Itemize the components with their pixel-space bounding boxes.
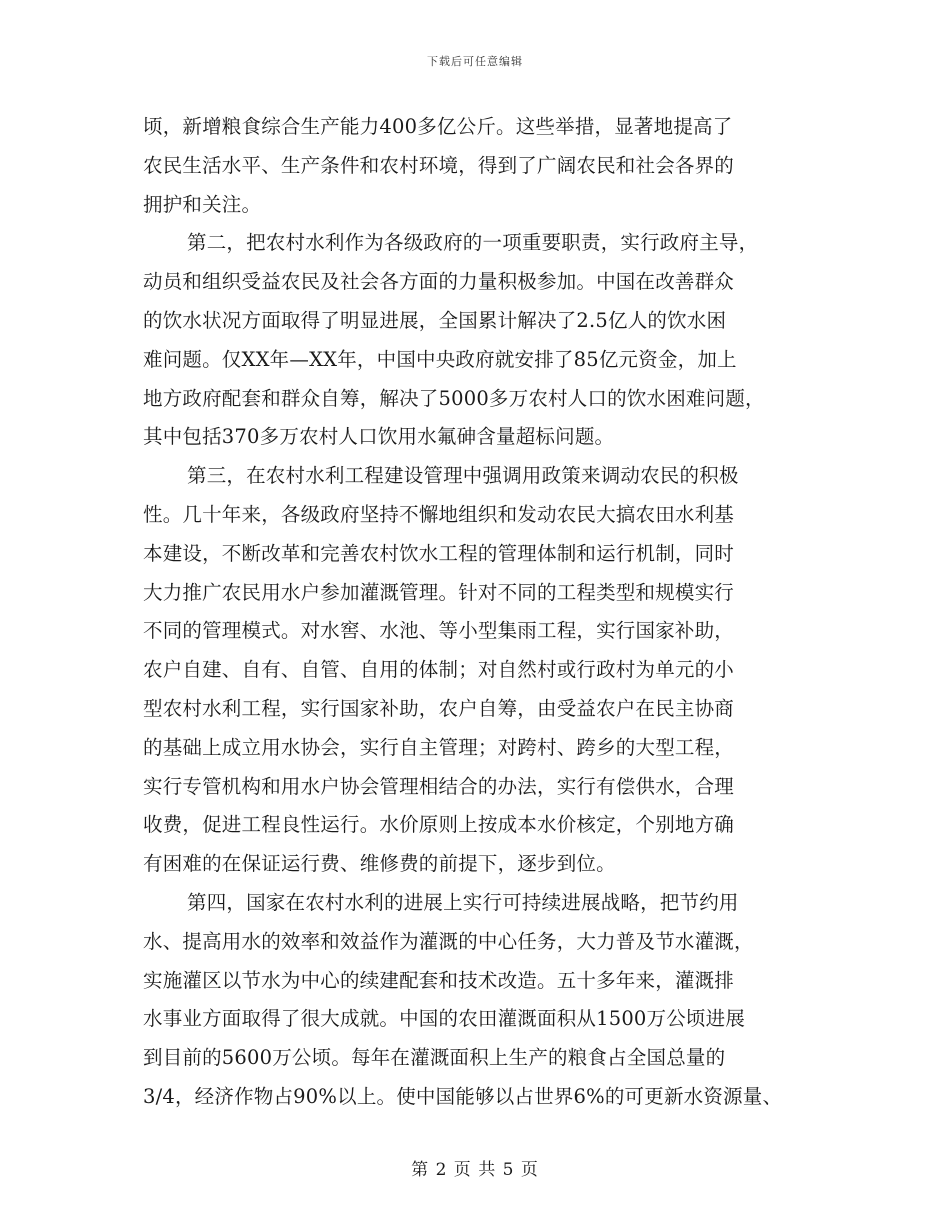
text-line: 水事业方面取得了很大成就。中国的农田灌溉面积从1500万公顷进展 xyxy=(143,1007,746,1031)
text-line: 性。几十年来，各级政府坚持不懈地组织和发动农民大搞农田水利基 xyxy=(143,502,735,526)
text-line: 第四，国家在农村水利的进展上实行可持续进展战略，把节约用 xyxy=(187,890,739,914)
text-line: 地方政府配套和群众自筹，解决了5000多万农村人口的饮水困难问题， xyxy=(143,386,765,410)
page-header: 下载后可任意编辑 xyxy=(427,55,523,68)
text-line: 难问题。仅XX年—XX年，中国中央政府就安排了85亿元资金，加上 xyxy=(143,347,737,371)
text-line: 3/4，经济作物占90%以上。使中国能够以占世界6%的可更新水资源量、 xyxy=(143,1084,783,1108)
text-line: 第二，把农村水利作为各级政府的一项重要职责，实行政府主导， xyxy=(187,231,759,255)
text-line: 有困难的在保证运行费、维修费的前提下，逐步到位。 xyxy=(143,852,616,876)
text-line: 不同的管理模式。对水窖、水池、等小型集雨工程，实行国家补助， xyxy=(143,619,735,643)
text-line: 本建设，不断改革和完善农村饮水工程的管理体制和运行机制，同时 xyxy=(143,541,735,565)
text-line: 型农村水利工程，实行国家补助，农户自筹，由受益农户在民主协商 xyxy=(143,696,735,720)
page-footer: 第 2 页 共 5 页 xyxy=(411,1160,539,1180)
text-line: 实行专管机构和用水户协会管理相结合的办法，实行有偿供水，合理 xyxy=(143,774,735,798)
text-line: 顷，新增粮食综合生产能力400多亿公斤。这些举措，显著地提高了 xyxy=(143,115,733,138)
text-line: 到目前的5600万公顷。每年在灌溉面积上生产的粮食占全国总量的 xyxy=(143,1046,726,1070)
text-line: 其中包括370多万农村人口饮用水氟砷含量超标问题。 xyxy=(143,425,615,449)
text-line: 农户自建、自有、自管、自用的体制；对自然村或行政村为单元的小 xyxy=(143,658,735,682)
text-line: 的饮水状况方面取得了明显进展，全国累计解决了2.5亿人的饮水困 xyxy=(143,308,727,332)
text-line: 动员和组织受益农民及社会各方面的力量积极参加。中国在改善群众 xyxy=(143,270,735,294)
text-line: 农民生活水平、生产条件和农村环境，得到了广阔农民和社会各界的 xyxy=(143,153,735,177)
text-line: 第三，在农村水利工程建设管理中强调用政策来调动农民的积极 xyxy=(187,464,739,488)
text-line: 的基础上成立用水协会，实行自主管理；对跨村、跨乡的大型工程， xyxy=(143,735,735,759)
text-line: 水、提高用水的效率和效益作为灌溉的中心任务，大力普及节水灌溉， xyxy=(143,929,754,953)
document-body xyxy=(143,112,823,1121)
text-line: 大力推广农民用水户参加灌溉管理。针对不同的工程类型和规模实行 xyxy=(143,580,735,604)
text-line: 收费，促进工程良性运行。水价原则上按成本水价核定，个别地方确 xyxy=(143,813,735,837)
text-line: 拥护和关注。 xyxy=(143,192,262,216)
text-line: 实施灌区以节水为中心的续建配套和技术改造。五十多年来，灌溉排 xyxy=(143,968,735,992)
